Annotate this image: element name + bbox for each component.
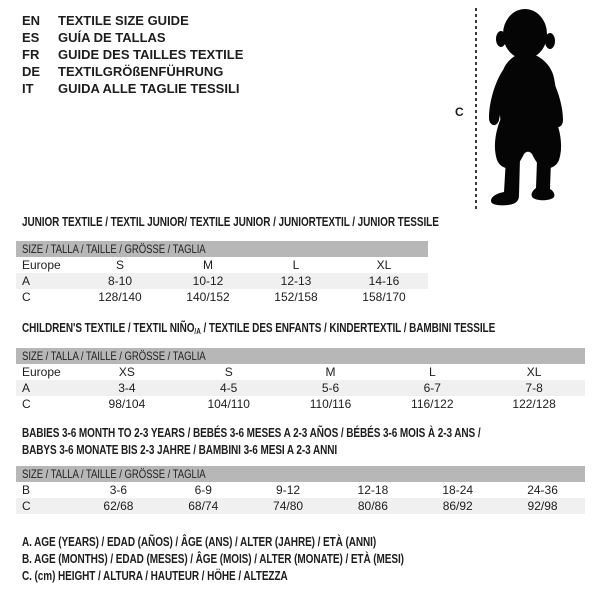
age-cell: 8-10 — [107, 274, 133, 288]
age-cell: 10-12 — [192, 274, 224, 288]
language-title-list — [22, 12, 243, 97]
size-cell: S — [224, 365, 233, 379]
junior-size-table — [16, 241, 428, 305]
table-row-europe — [16, 257, 428, 273]
footnote-legend — [22, 534, 499, 585]
height-cell: 158/170 — [362, 290, 406, 304]
height-cell: 104/110 — [207, 397, 250, 411]
size-cell: XL — [526, 365, 542, 379]
toddler-silhouette — [486, 8, 586, 208]
row-label: B — [22, 483, 31, 497]
table-row-europe — [16, 364, 585, 380]
age-cell: 6-7 — [423, 381, 441, 395]
language-code: FR — [22, 47, 40, 62]
height-cell: 122/128 — [512, 397, 556, 411]
age-cell: 7-8 — [525, 381, 543, 395]
table-row-age — [16, 273, 428, 289]
age-cell: 24-36 — [527, 483, 558, 497]
row-label: A — [22, 381, 31, 395]
footnote-c: C. (cm) HEIGHT / ALTURA / HAUTEUR / HÖHE / ALTEZZA — [22, 569, 288, 583]
height-cell: 62/68 — [103, 499, 134, 513]
age-cell: 9-12 — [276, 483, 301, 497]
height-cell: 128/140 — [98, 290, 142, 304]
footnote-b: B. AGE (MONTHS) / EDAD (MESES) / ÂGE (MOIS) / ALTER (MONATE) / ETÀ (MESI) — [22, 552, 404, 566]
height-cell: 74/80 — [273, 499, 304, 513]
babies-size-table — [16, 466, 585, 514]
row-label: C — [22, 290, 31, 304]
size-cell: XS — [118, 365, 135, 379]
language-label: GUIDA ALLE TAGLIE TESSILI — [58, 81, 240, 96]
size-cell: L — [428, 365, 436, 379]
language-label: GUIDE DES TAILLES TEXTILE — [58, 47, 244, 62]
size-cell: S — [115, 258, 124, 272]
height-cell: 68/74 — [188, 499, 219, 513]
height-cell: 98/104 — [108, 397, 146, 411]
language-row-it — [22, 80, 243, 97]
age-cell: 14-16 — [368, 274, 400, 288]
row-label: A — [22, 274, 31, 288]
height-cell: 116/122 — [411, 397, 454, 411]
language-row-fr — [22, 46, 243, 63]
size-header-bar: SIZE / TALLA / TAILLE / GRÖSSE / TAGLIA — [16, 348, 585, 364]
height-cell: 140/152 — [186, 290, 230, 304]
table-row-age-months — [16, 482, 585, 498]
language-label: GUÍA DE TALLAS — [58, 30, 166, 45]
height-measure-dashed-line — [475, 8, 477, 210]
language-row-es — [22, 29, 243, 46]
junior-table-title: JUNIOR TEXTILE / TEXTIL JUNIOR/ TEXTILE JUNIOR / JUNIORTEXTIL / JUNIOR TESSILE — [22, 215, 439, 229]
row-label: C — [22, 397, 31, 411]
height-cell: 86/92 — [442, 499, 473, 513]
size-cell: L — [292, 258, 300, 272]
footnote-a: A. AGE (YEARS) / EDAD (AÑOS) / ÂGE (ANS) / ALTER (JAHRE) / ETÀ (ANNI) — [22, 535, 377, 549]
age-cell: 18-24 — [442, 483, 474, 497]
height-cell: 152/158 — [274, 290, 318, 304]
language-row-en — [22, 12, 243, 29]
age-cell: 12-13 — [280, 274, 312, 288]
age-cell: 12-18 — [357, 483, 389, 497]
table-row-age — [16, 380, 585, 396]
size-cell: M — [203, 258, 213, 272]
age-cell: 4-5 — [220, 381, 238, 395]
row-label: Europe — [22, 365, 61, 379]
babies-table-title: BABIES 3-6 MONTH TO 2-3 YEARS / BEBÉS 3-6 MESES A 2-3 AÑOS / BÉBÉS 3-6 MOIS À 2-3 ANS / BABYS 3-6 MONATE BIS 2-3 JAHRE / BAMBINI 3-6 MESI A 2-3 ANNI — [22, 426, 481, 457]
children-size-table — [16, 348, 585, 412]
age-cell: 5-6 — [321, 381, 340, 395]
row-label: Europe — [22, 258, 61, 272]
size-cell: XL — [376, 258, 392, 272]
height-cell: 80/86 — [357, 499, 388, 513]
size-header-bar: SIZE / TALLA / TAILLE / GRÖSSE / TAGLIA — [16, 241, 428, 257]
height-marker-label: C — [455, 105, 464, 119]
language-row-de — [22, 63, 243, 80]
age-cell: 3-6 — [109, 483, 128, 497]
height-cell: 92/98 — [527, 499, 558, 513]
language-code: IT — [22, 81, 34, 96]
language-label: TEXTILGRÖßENFÜHRUNG — [58, 64, 224, 79]
language-label: TEXTILE SIZE GUIDE — [58, 13, 189, 28]
language-code: DE — [22, 64, 41, 79]
height-cell: 110/116 — [309, 397, 352, 411]
size-header-bar: SIZE / TALLA / TAILLE / GRÖSSE / TAGLIA — [16, 466, 585, 482]
table-row-height — [16, 498, 585, 514]
age-cell: 6-9 — [194, 483, 212, 497]
nino-a-subscript: /A — [194, 327, 201, 336]
table-row-height — [16, 396, 585, 412]
language-code: ES — [22, 30, 40, 45]
children-table-title: CHILDREN'S TEXTILE / TEXTIL $NIÑO_{/A}$ / TEXTILE DES ENFANTS / KINDERTEXTIL / BAMBINI TESSILE — [22, 321, 496, 336]
size-cell: M — [325, 365, 336, 379]
table-row-height — [16, 289, 428, 305]
row-label: C — [22, 499, 31, 513]
age-cell: 3-4 — [118, 381, 136, 395]
language-code: EN — [22, 13, 41, 28]
